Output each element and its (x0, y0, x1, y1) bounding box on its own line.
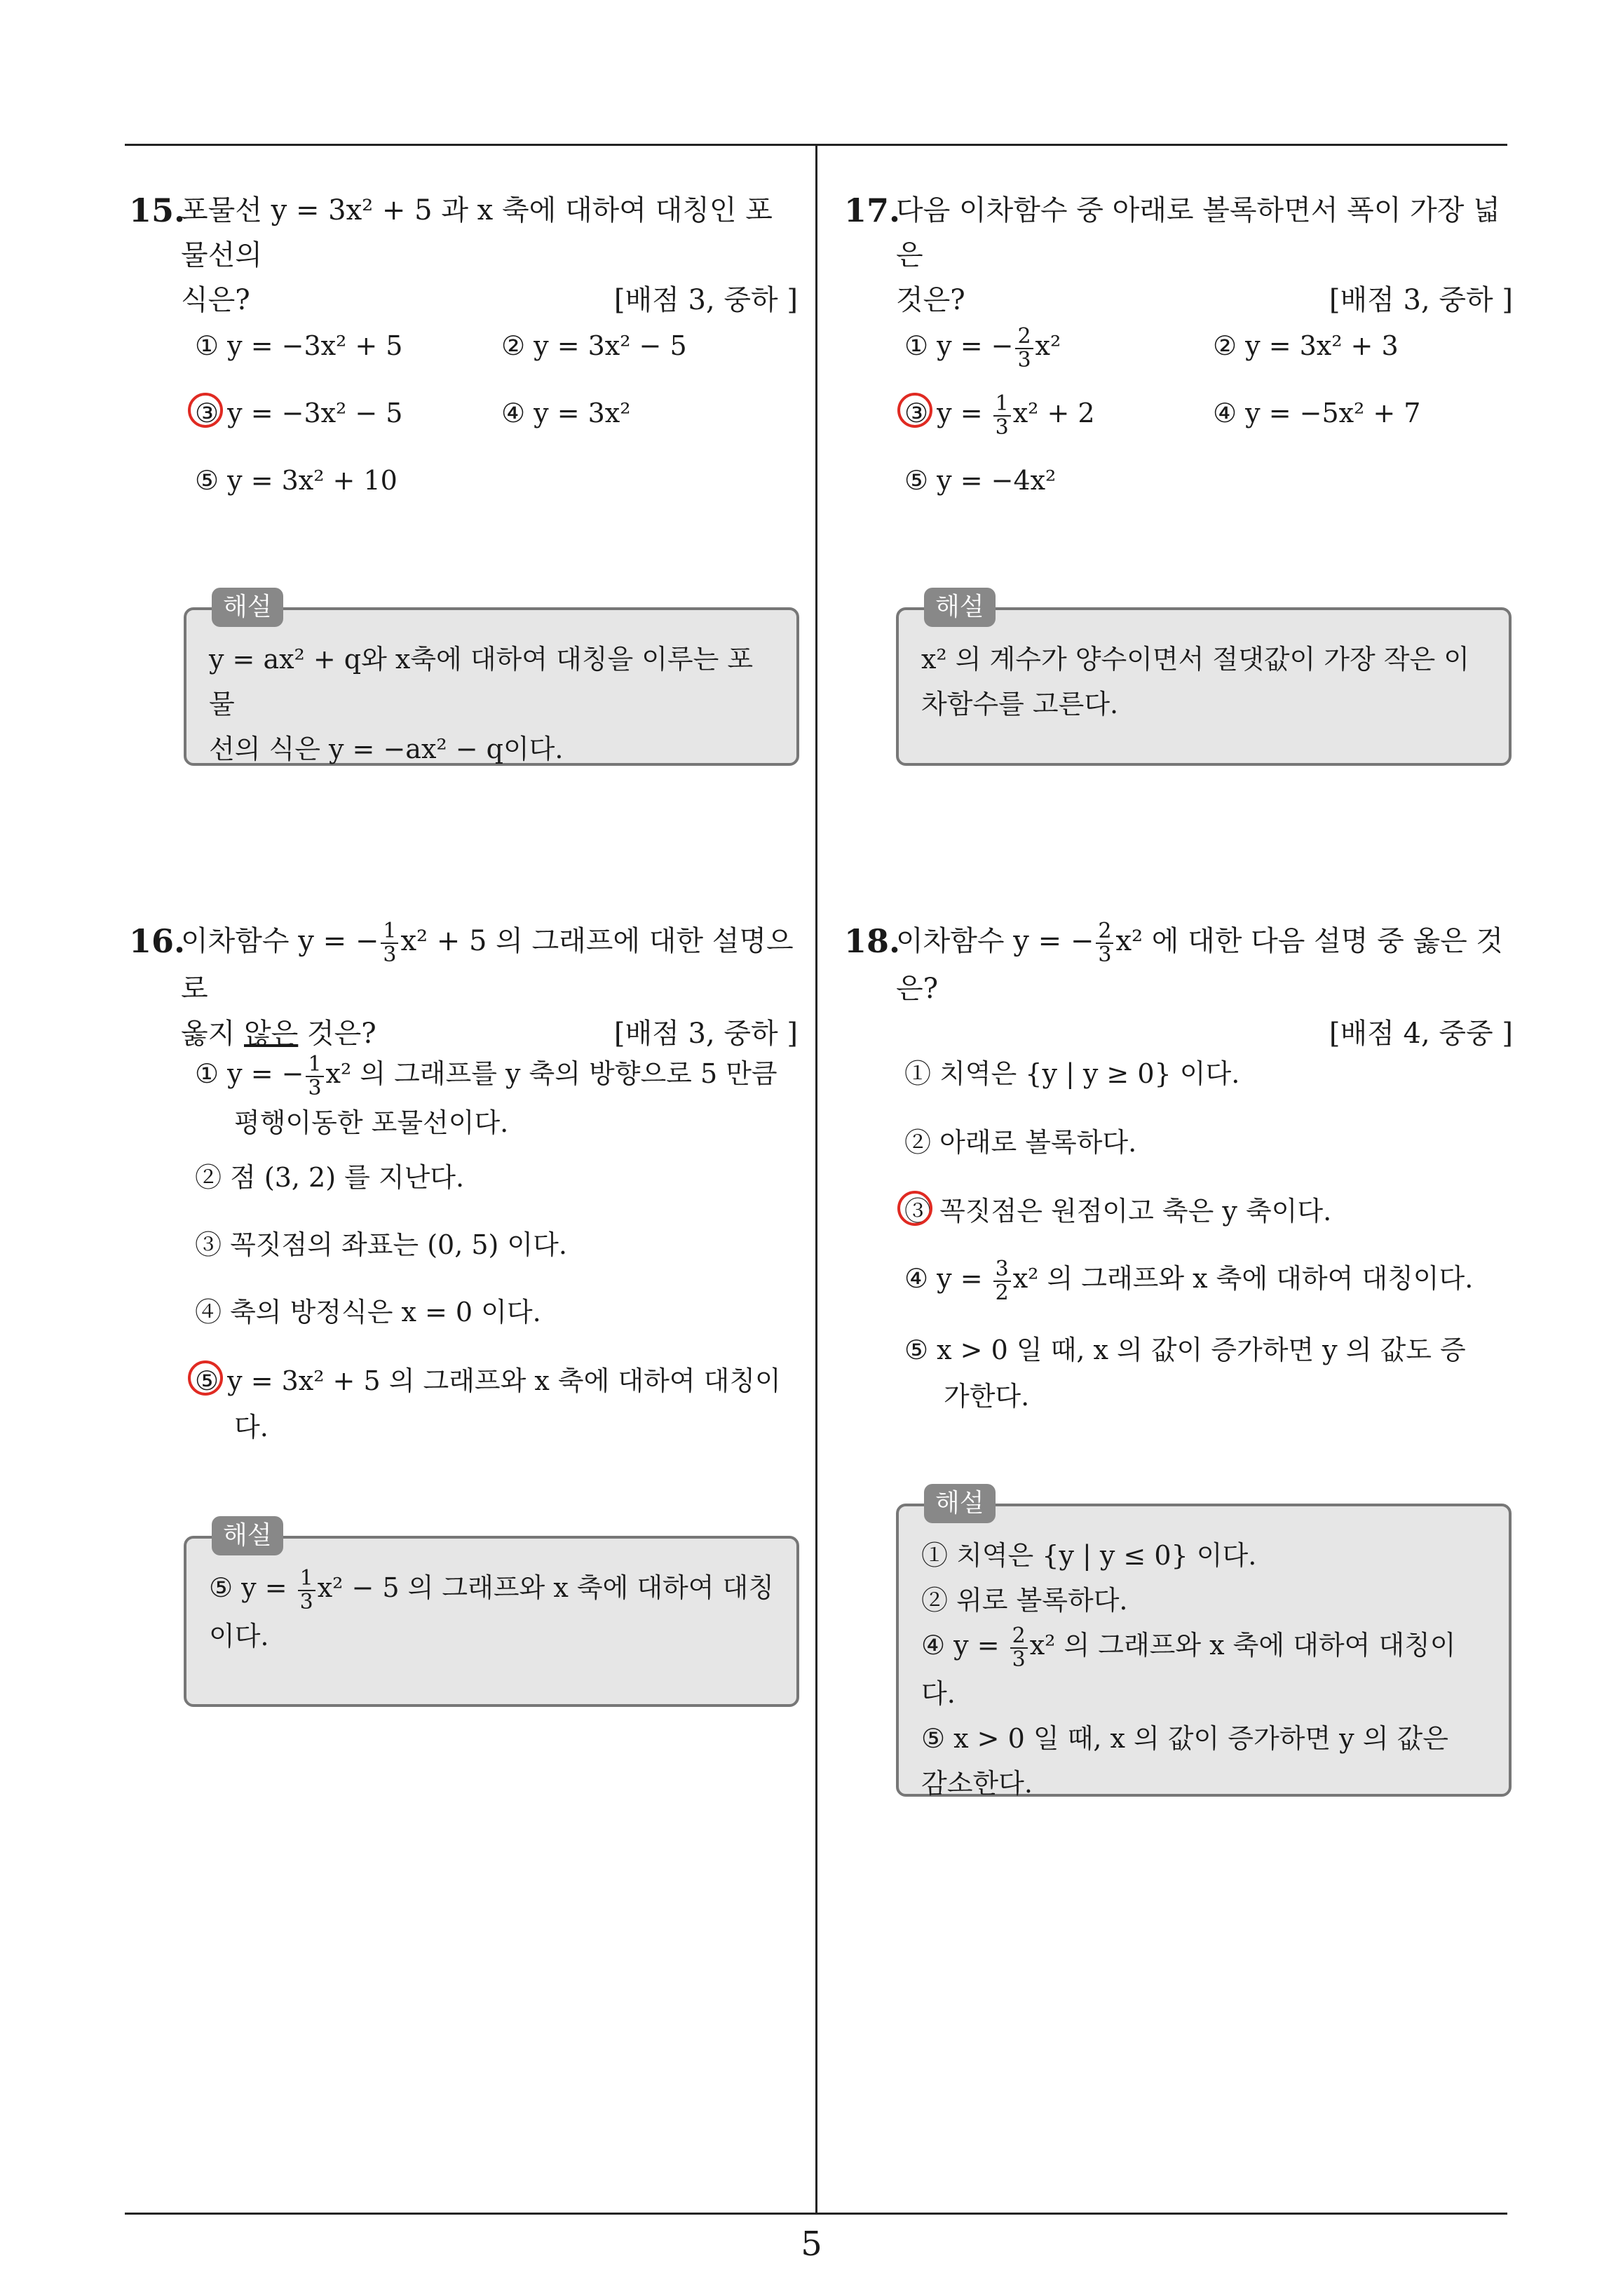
explanation-part: x² − 5 의 그래프와 x 축에 대하여 대칭 (317, 1572, 774, 1603)
fraction-numerator: 2 (1015, 325, 1033, 349)
option-1[interactable] (195, 1052, 777, 1100)
question-stem-cont: 식은? (181, 284, 250, 316)
explanation-line-5: 감소한다. (921, 1767, 1033, 1799)
fraction-denominator: 3 (299, 1589, 313, 1614)
fraction (306, 1053, 323, 1100)
explanation-part: ④ y = (921, 1630, 1008, 1661)
fraction-numerator: 3 (993, 1258, 1011, 1282)
explanation-line-3 (921, 1623, 1486, 1716)
question-stem: 다음 이차함수 중 아래로 볼록하면서 폭이 가장 넓은 (896, 194, 1500, 271)
explanation-text: y = ax² + q와 x축에 대하여 대칭을 이루는 포물 (209, 644, 754, 720)
option-2[interactable]: ② y = 3x² − 5 (501, 330, 687, 361)
stem-text: 이차함수 y = − (181, 925, 379, 957)
question-number: 16. (129, 922, 186, 960)
question-15 (129, 188, 798, 323)
option-2[interactable]: ② y = 3x² + 3 (1213, 330, 1399, 361)
fraction-numerator: 2 (1010, 1625, 1028, 1649)
option-text: ① y = − (195, 1058, 304, 1089)
option-3[interactable] (904, 391, 1095, 439)
question-number: 15. (129, 191, 186, 229)
explanation-text-cont: 차함수를 고른다. (921, 689, 1119, 720)
fraction-denominator: 3 (308, 1075, 322, 1100)
option-3[interactable]: ③ y = −3x² − 5 (195, 398, 403, 428)
option-1[interactable]: ① y = −3x² + 5 (195, 330, 403, 361)
option-5[interactable]: ⑤ y = 3x² + 10 (195, 465, 398, 496)
question-17 (844, 188, 1513, 323)
option-text: ③ y = (904, 398, 991, 428)
score-label: [배점 4, 중중 ] (1329, 1018, 1513, 1050)
explanation-box (896, 593, 1512, 766)
stem-text: 이차함수 y = − (896, 925, 1094, 957)
option-1-cont: 평행이동한 포물선이다. (234, 1107, 509, 1138)
fraction (298, 1567, 315, 1614)
column-divider (815, 146, 817, 2213)
option-text: x² + 2 (1012, 398, 1095, 428)
fraction-numerator: 1 (306, 1053, 323, 1077)
stem-text: 것은? (298, 1018, 376, 1050)
answer-circle-mark (897, 1191, 932, 1226)
question-stem (181, 919, 798, 1011)
option-4[interactable]: ④ y = 3x² (501, 398, 631, 428)
option-text: x² 의 그래프와 x 축에 대하여 대칭이다. (1012, 1263, 1474, 1294)
option-5[interactable]: ⑤ x > 0 일 때, x 의 값이 증가하면 y 의 값도 증 (904, 1335, 1466, 1365)
explanation-tag: 해설 (924, 588, 996, 627)
fraction-numerator: 1 (298, 1567, 315, 1591)
explanation-line-2: ② 위로 볼록하다. (921, 1585, 1128, 1616)
stem-text: x² 에 대한 다음 설명 중 옳은 것은? (896, 925, 1504, 1005)
fraction-denominator: 3 (1098, 943, 1112, 967)
explanation-part: x² 의 그래프와 x 축에 대하여 대칭이다. (921, 1630, 1456, 1709)
explanation-box (184, 593, 799, 766)
explanation-line-1: ① 치역은 {y | y ≤ 0} 이다. (921, 1540, 1257, 1571)
explanation-line-4: ⑤ x > 0 일 때, x 의 값이 증가하면 y 의 값은 (921, 1722, 1448, 1754)
option-text: ① y = − (904, 330, 1014, 361)
fraction (381, 920, 398, 966)
fraction-numerator: 1 (381, 920, 398, 944)
score-label: [배점 3, 중하 ] (613, 284, 798, 316)
bottom-rule (125, 2213, 1507, 2215)
option-4[interactable]: ④ y = −5x² + 7 (1213, 398, 1421, 428)
fraction-numerator: 1 (993, 393, 1011, 417)
fraction (993, 1258, 1011, 1304)
fraction-denominator: 3 (995, 414, 1009, 440)
score-label: [배점 3, 중하 ] (1329, 284, 1513, 316)
fraction-denominator: 3 (1017, 347, 1031, 372)
option-1[interactable]: ① 치역은 {y | y ≥ 0} 이다. (904, 1058, 1240, 1089)
explanation-text (209, 1565, 774, 1614)
stem-text: 옳지 (181, 1018, 244, 1050)
option-2[interactable]: ② 아래로 볼록하다. (904, 1127, 1137, 1158)
question-stem (896, 919, 1513, 1011)
explanation-text-cont: 선의 식은 y = −ax² − q이다. (209, 734, 564, 764)
explanation-text: x² 의 계수가 양수이면서 절댓값이 가장 작은 이 (921, 644, 1469, 675)
question-stem-cont: 것은? (896, 284, 965, 316)
option-text: x² (1035, 330, 1061, 361)
question-16 (129, 919, 798, 1056)
explanation-box (184, 1521, 799, 1707)
option-2[interactable]: ② 점 (3, 2) 를 지난다. (195, 1162, 465, 1193)
explanation-tag: 해설 (212, 1516, 283, 1555)
answer-circle-mark (188, 1360, 223, 1396)
fraction-denominator: 3 (1012, 1647, 1026, 1672)
fraction (1015, 325, 1033, 372)
question-18 (844, 919, 1513, 1056)
answer-circle-mark (188, 393, 223, 428)
fraction-denominator: 3 (383, 943, 397, 967)
page-number: 5 (801, 2224, 822, 2264)
option-3[interactable]: ③ 꼭짓점의 좌표는 (0, 5) 이다. (195, 1229, 567, 1260)
stem-text: x² + 5 의 그래프에 대한 설명으로 (181, 925, 794, 1005)
question-stem-cont (181, 1011, 376, 1056)
explanation-text-cont: 이다. (209, 1620, 269, 1652)
option-5-cont: 다. (234, 1412, 269, 1443)
question-number: 17. (844, 191, 901, 229)
option-4[interactable]: ④ 축의 방정식은 x = 0 이다. (195, 1297, 541, 1328)
option-text: x² 의 그래프를 y 축의 방향으로 5 만큼 (325, 1058, 777, 1089)
question-number: 18. (844, 922, 901, 960)
underlined-word: 않은 (244, 1018, 299, 1050)
answer-circle-mark (897, 393, 932, 428)
question-stem: 포물선 y = 3x² + 5 과 x 축에 대하여 대칭인 포물선의 (181, 194, 773, 271)
explanation-box (896, 1489, 1512, 1799)
explanation-tag: 해설 (212, 588, 283, 627)
fraction (993, 393, 1011, 439)
option-4[interactable] (904, 1257, 1473, 1304)
fraction-numerator: 2 (1096, 920, 1113, 944)
fraction (1096, 920, 1113, 966)
option-3[interactable]: ③ 꼭짓점은 원점이고 축은 y 축이다. (904, 1196, 1332, 1227)
option-5[interactable]: ⑤ y = −4x² (904, 465, 1057, 496)
fraction-denominator: 2 (995, 1280, 1009, 1305)
score-label: [배점 3, 중하 ] (613, 1018, 798, 1050)
option-5-cont: 가한다. (944, 1381, 1030, 1412)
option-5[interactable]: ⑤ y = 3x² + 5 의 그래프와 x 축에 대하여 대칭이 (195, 1365, 781, 1396)
option-text: ④ y = (904, 1263, 991, 1294)
explanation-part: ⑤ y = (209, 1572, 296, 1603)
explanation-tag: 해설 (924, 1484, 996, 1523)
option-1[interactable] (904, 324, 1061, 372)
fraction (1010, 1625, 1028, 1671)
